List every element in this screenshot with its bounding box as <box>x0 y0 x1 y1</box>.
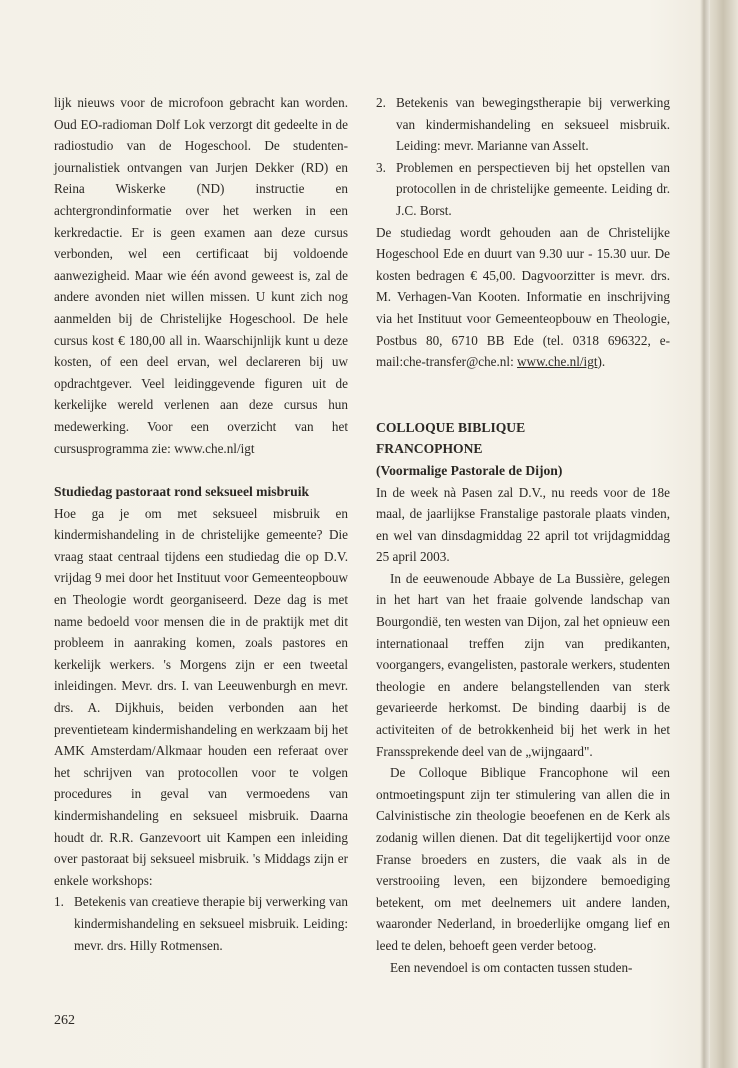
website-link[interactable]: www.che.nl/igt <box>517 354 598 370</box>
page-number: 262 <box>54 1013 75 1028</box>
studiedag-info-text: De studiedag wordt gehouden aan de Christelijke Hogeschool Ede en duurt van 9.30 uur - 15.30 uur. De kosten bedragen € 45,00. Dagvoorzitter is mevr. drs. M. Verhagen-Van Kooten. Informatie en inschrijving via het Instituut voor Gemeenteopbouw en Theologie, Postbus 80, 6710 BB Ede (tel. 0318 696322, <box>376 224 670 348</box>
workshop-text: Betekenis van bewegingstherapie bij verwerking van kindermishandeling en seksueel misbruik. Leiding: mevr. Marianne van Asselt. <box>396 95 670 154</box>
section-title-line2: FRANCOPHONE <box>376 441 483 457</box>
closing-punctuation: ). <box>597 354 606 370</box>
workshop-list-left <box>54 891 348 956</box>
right-column <box>376 92 670 978</box>
studiedag-paragraph: Hoe ga je om met seksueel misbruik en kindermishandeling in de christelijke gemeente? Die vraag staat centraal tijdens een studiedag die op D.V. vrijdag 9 mei door het Instituut voor Gemeenteopbouw en Theologie wordt georganiseerd. Deze dag is met name bedoeld voor mensen die in de praktijk met dit probleem in aanraking komen, zoals pastores en kerkelijk werkers. 's Morgens zijn er een tweetal inleidingen. Mevr. drs. I. van Leeuwenburgh en mevr. drs. A. Dijkhuis, beiden verbonden aan het preventieteam kindermishandeling en werkzaam bij het AMK Amsterdam/Alkmaar houden een referaat over het schrijven van protocollen voor te volgen procedures in geval van vermoedens van kindermishandeling en seksueel misbruik. Daarna houdt dr. R.R. Ganzevoort uit Kampen een inleiding over pastoraat bij seksueel misbruik. 's Middags zijn er enkele workshops: <box>54 505 348 888</box>
section-title-studiedag: Studiedag pastoraat rond seksueel misbruik <box>54 484 310 500</box>
workshop-number: 2. <box>376 95 386 110</box>
workshop-item-3 <box>376 157 670 222</box>
workshop-item-2 <box>376 92 670 157</box>
workshop-item-1 <box>54 891 348 956</box>
workshop-number: 3. <box>376 159 386 175</box>
email-text: e-mail:che-transfer@che.nl: <box>376 332 671 370</box>
left-column <box>54 92 348 956</box>
workshop-number: 1. <box>54 894 64 910</box>
section-subtitle: (Voormalige Pastorale de Dijon) <box>376 462 563 478</box>
section-title-line1: COLLOQUE BIBLIQUE <box>376 419 526 435</box>
colloque-paragraph-4: Een nevendoel is om contacten tussen studen- <box>390 959 633 975</box>
section-title-colloque <box>376 417 670 460</box>
colloque-paragraph-1: In de week nà Pasen zal D.V., nu reeds voor de 18e maal, de jaarlijkse Franstalige pastorale plaats vinden, en wel van dinsdagmiddag 22 april tot vrijdagmiddag 25 april 2003. <box>376 484 670 565</box>
book-spine-shadow <box>700 0 710 1068</box>
studiedag-info-paragraph <box>376 222 670 373</box>
colloque-paragraph-3: De Colloque Biblique Francophone wil een ontmoetingspunt zijn ter stimulering van allen die in Calvinistische zin theologie beoefenen en de Kerk als zodanig willen dienen. Dat dit tegelijkertijd voor onze Franse broeders en zusters, die vaak als in de verstrooiing leven, een bijzondere bemoediging betekent, om met deelnemers uit andere landen, waaronder Nederland, in broederlijke omgang lief en leed te delen, behoeft geen verder betoog. <box>376 765 670 953</box>
workshop-list-right <box>376 92 670 222</box>
colloque-paragraph-2: In de eeuwenoude Abbaye de La Bussière, gelegen in het hart van het fraaie golvende landschap van Bourgondië, ten westen van Dijon, zal het opnieuw een internationaal treffen zijn van predikanten, voorgangers, evangelisten, pastorale werkers, studenten theologie en andere belangstellenden van sterk gevarieerde herkomst. De binding daarbij is de activiteiten of de betrokkenheid bij het werk in het Franssprekende deel van de „wijngaard". <box>376 570 670 759</box>
intro-paragraph: lijk nieuws voor de microfoon gebracht kan worden. Oud EO-radioman Dolf Lok verzorgt dit gedeelte in de radiostudio van de Hogeschool. De studenten-journalistiek ontvangen van Jurjen Dekker (RD) en Reina Wiskerke (ND) instructie en achtergrondinformatie over het werken in een kerkredactie. Er is geen examen aan deze cursus verbonden, wel een certificaat bij voldoende aanwezigheid. Maar wie één avond geweest is, zal de andere avonden niet willen missen. U kunt zich nog aanmelden bij de Christelijke Hogeschool. De hele cursus kost € 180,00 all in. Waarschijnlijk kunt u deze kosten, of een deel ervan, wel declareren bij uw opdrachtgever. Veel leidinggevende figuren uit de kerkelijke wereld verlenen aan deze cursus hun medewerking. Voor een overzicht van het cursusprogramma zie: www.che.nl/igt <box>54 95 348 456</box>
workshop-text: Problemen en perspectieven bij het opstellen van protocollen in de christelijke gemeente. Leiding dr. J.C. Borst. <box>396 159 670 218</box>
workshop-text: Betekenis van creatieve therapie bij verwerking van kindermishandeling en seksueel misbruik. Leiding: mevr. drs. Hilly Rotmensen. <box>74 894 348 953</box>
